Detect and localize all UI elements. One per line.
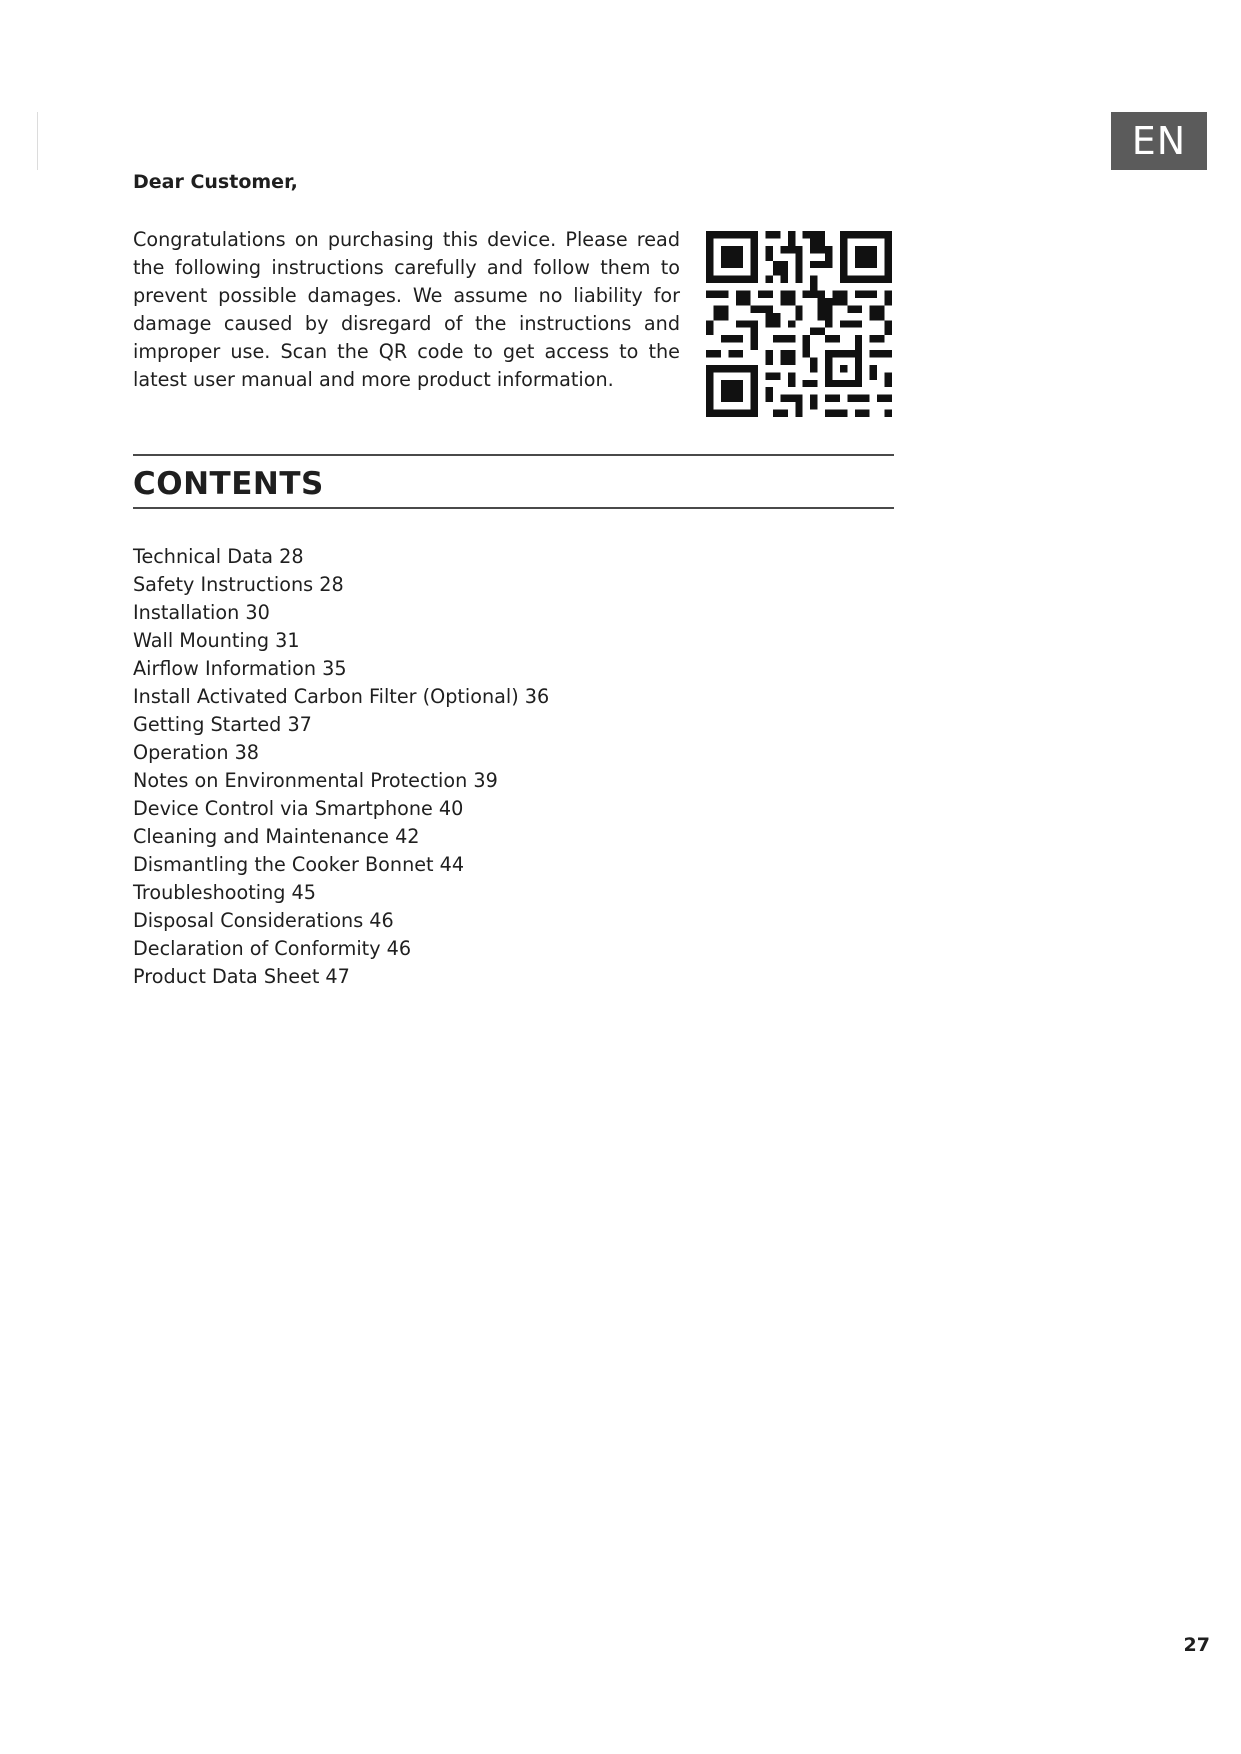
page-number: 27 [1183,1634,1210,1656]
intro-line: Congratulations on purchasing this device. Please read the [133,228,680,279]
toc-item[interactable]: Troubleshooting 45 [133,881,316,904]
toc-item[interactable]: Airflow Information 35 [133,657,347,680]
intro-line: caused by disregard of the instructions and improper use. [133,312,681,363]
toc-item[interactable]: Device Control via Smartphone 40 [133,797,464,820]
toc-item[interactable]: Getting Started 37 [133,713,312,736]
table-of-contents [133,543,549,991]
toc-item[interactable]: Installation 30 [133,601,270,624]
intro-line: Scan the QR code to get access to the latest user manual [133,340,680,391]
toc-item[interactable]: Safety Instructions 28 [133,573,344,596]
toc-item[interactable]: Declaration of Conformity 46 [133,937,412,960]
qr-code-icon [706,231,892,417]
toc-item[interactable]: Cleaning and Maintenance 42 [133,825,420,848]
toc-item[interactable]: Dismantling the Cooker Bonnet 44 [133,853,465,876]
page-edge-line [37,112,38,170]
language-badge: EN [1111,112,1207,170]
contents-bottom-rule [133,507,894,509]
intro-line: following instructions carefully and follow them to prevent [133,256,680,307]
toc-item[interactable]: Technical Data 28 [133,545,304,568]
toc-item[interactable]: Disposal Considerations 46 [133,909,394,932]
toc-item[interactable]: Operation 38 [133,741,260,764]
contents-heading: CONTENTS [133,466,324,502]
intro-paragraph [133,226,680,394]
toc-item[interactable]: Product Data Sheet 47 [133,965,350,988]
intro-line: possible damages. We assume no liability for damage [133,284,680,335]
toc-item[interactable]: Wall Mounting 31 [133,629,300,652]
greeting: Dear Customer, [133,171,298,193]
contents-top-rule [133,454,894,456]
toc-item[interactable]: Notes on Environmental Protection 39 [133,769,498,792]
intro-line: and more product information. [318,368,614,391]
toc-item[interactable]: Install Activated Carbon Filter (Optional) 36 [133,685,550,708]
